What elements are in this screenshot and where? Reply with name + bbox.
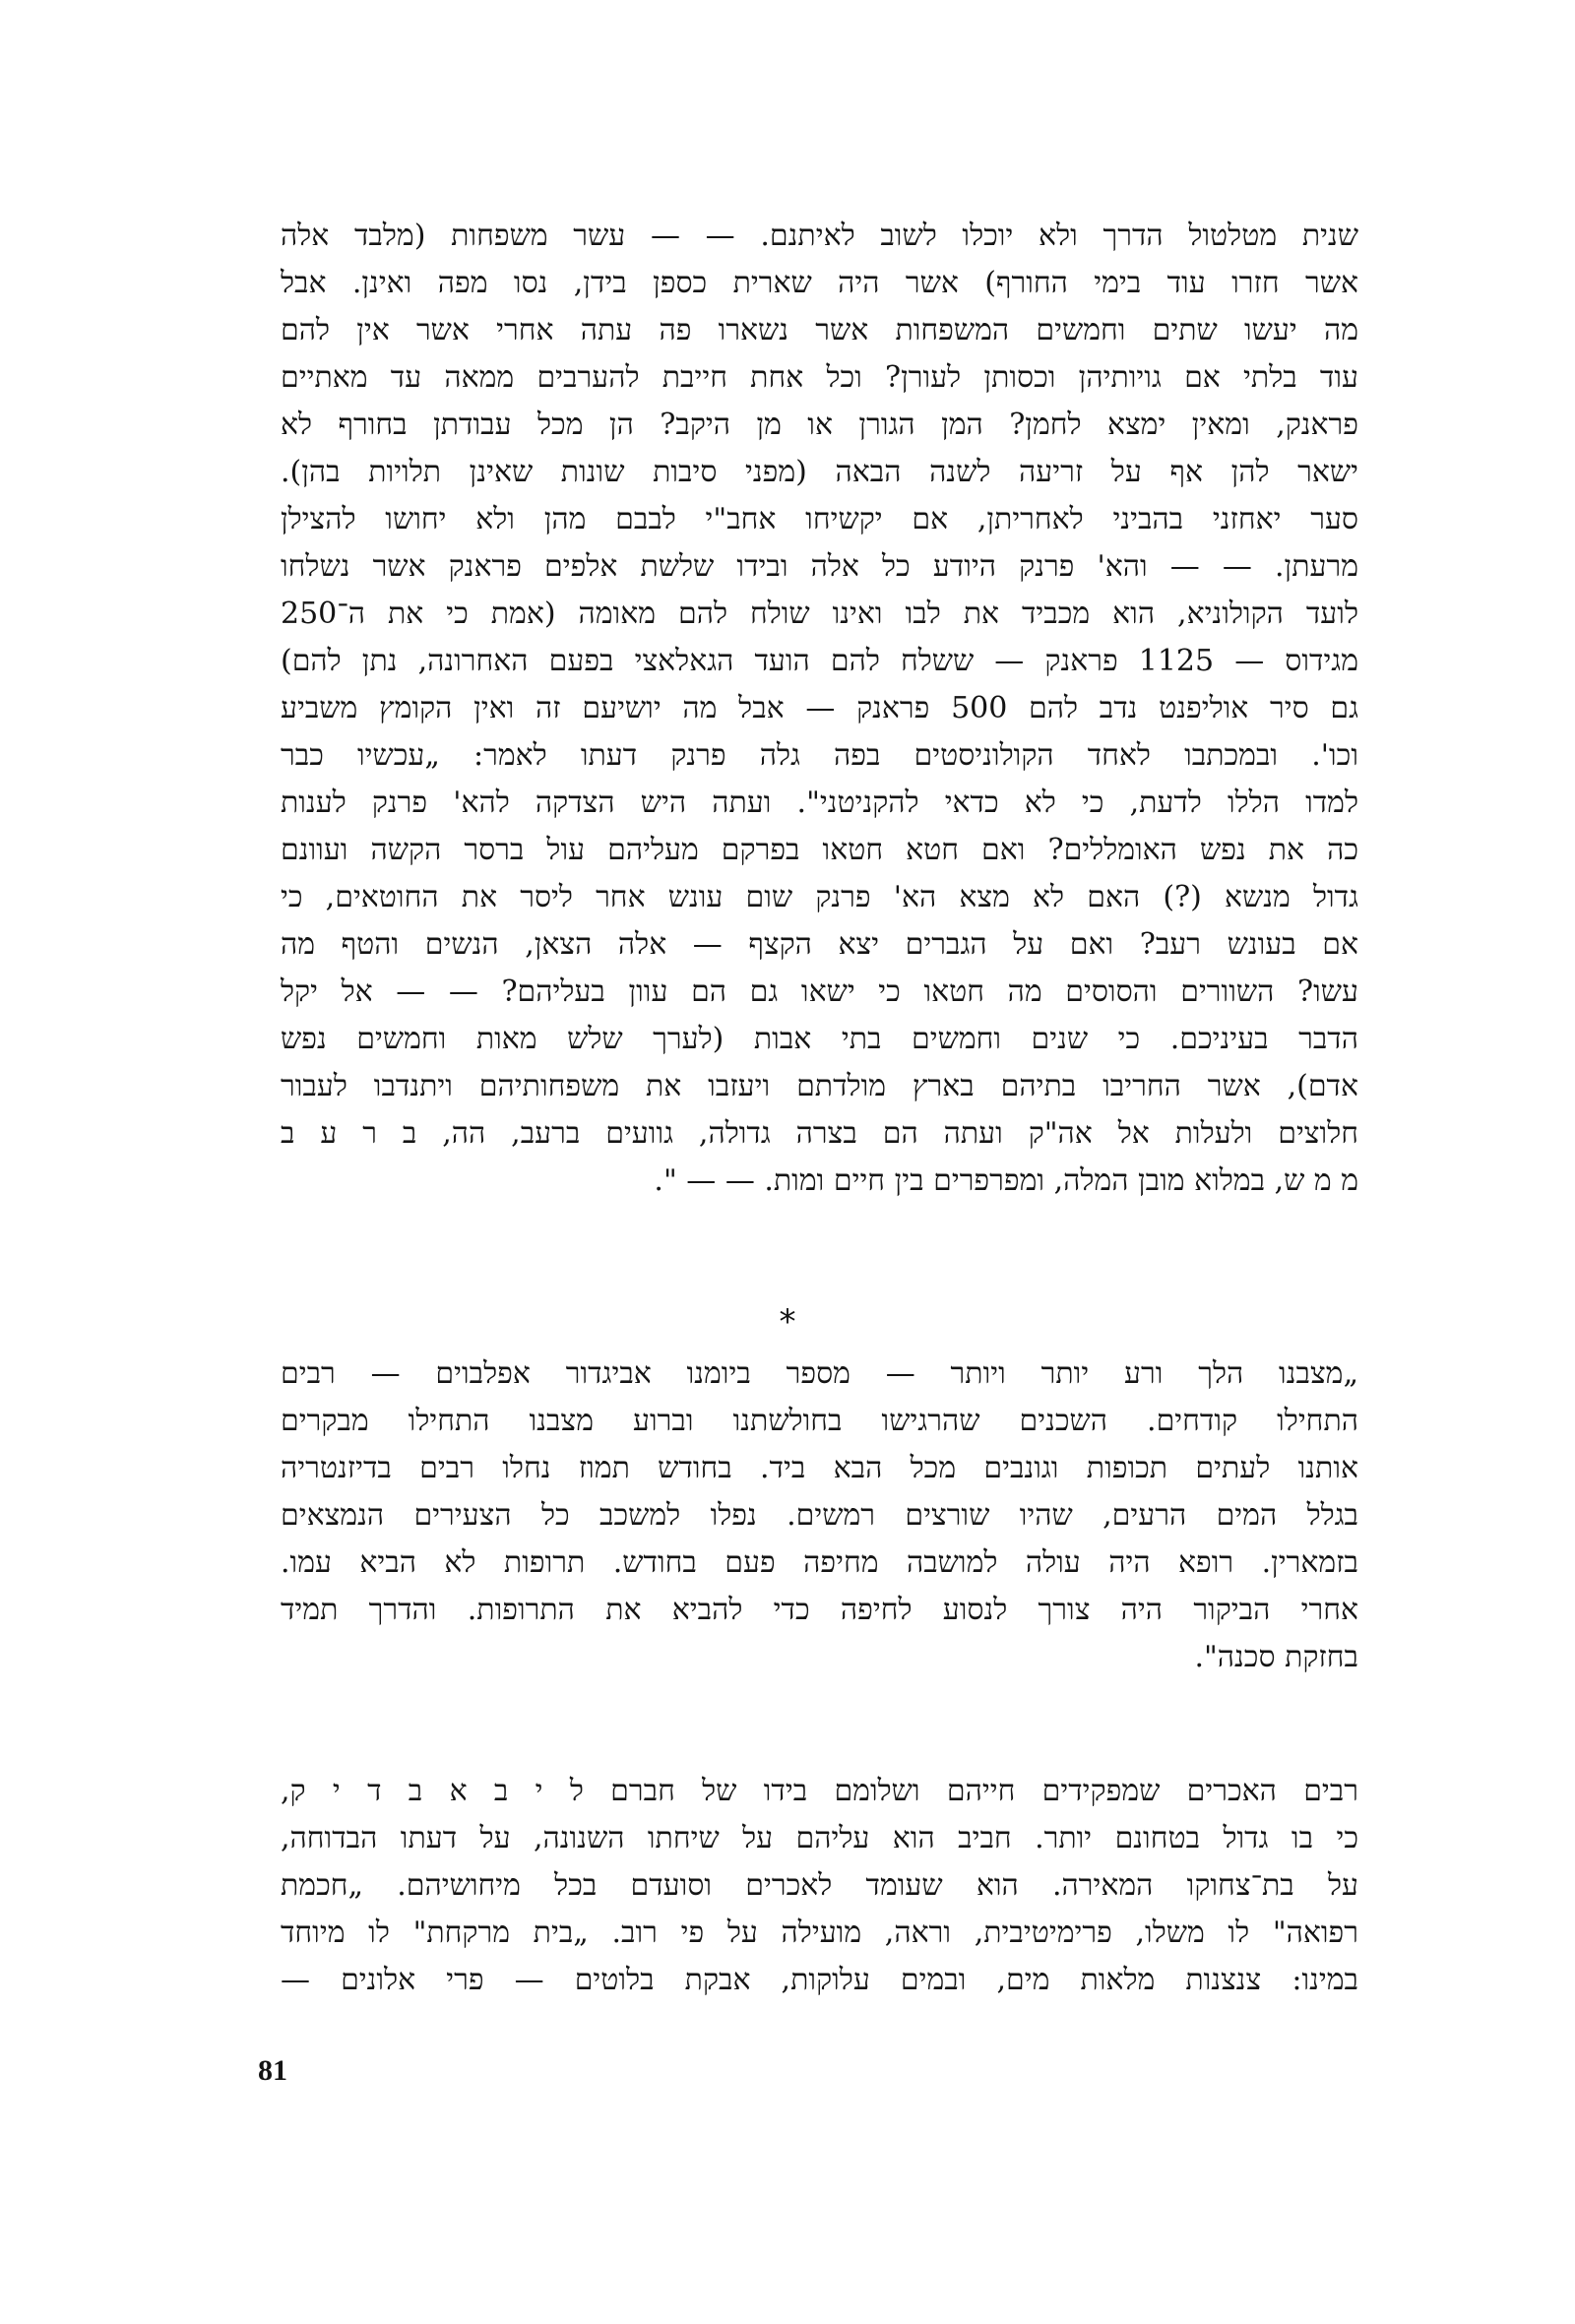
text-line: אותנו לעתים תכופות וגונבים מכל הבא ביד. בחודש תמוז נחלו רבים בדיזנטריה bbox=[281, 1451, 1358, 1485]
text-line: אם בעונש רעב? ואם על הגברים יצא הקצף — אלה הצאן, הנשים והטף מה bbox=[281, 927, 1358, 962]
text-line: „מצבנו הלך ורע יותר ויותר — מספר ביומנו אביגדור אפלבוים — רבים bbox=[281, 1356, 1358, 1391]
text-line: מגידוס — 1125 פראנק — ששלח להם הועד הגאלאצי בפעם האחרונה, נתן להם) bbox=[281, 644, 1358, 678]
text-line: בחזקת סכנה". bbox=[1194, 1640, 1358, 1674]
text-line: ישאר להן אף על זריעה לשנה הבאה (מפני סיבות שונות שאינן תלויות בהן). bbox=[281, 455, 1358, 489]
text-line: גם סיר אוליפנט נדב להם 500 פראנק — אבל מה יושיעם זה ואין הקומץ משביע bbox=[281, 691, 1358, 725]
text-line: לועד הקולוניא, הוא מכביד את לבו ואינו שולח להם מאומה (אמת כי את ה־250 bbox=[281, 597, 1358, 631]
text-line: מרעתן. — — והא' פרנק היודע כל אלה ובידו שלשת אלפים פראנק אשר נשלחו bbox=[281, 549, 1358, 584]
text-line: מה יעשו שתים וחמשים המשפחות אשר נשארו פה עתה אחרי אשר אין להם bbox=[281, 313, 1358, 347]
text-line: למדו הללו לדעת, כי לא כדאי להקניטני". ועתה היש הצדקה להא' פרנק לענות bbox=[281, 785, 1358, 820]
text-line: רפואה" לו משלו, פרימיטיבית, וראה, מועילה על פי רוב. „בית מרקחת" לו מיוחד bbox=[281, 1916, 1358, 1950]
text-line: סער יאחזני בהביני לאחריתן, אם יקשיחו אחב"י לבבם מהן ולא יחושו להצילן bbox=[281, 502, 1358, 536]
text-line: עוד בלתי אם גויותיהן וכסותן לעורן? וכל אחת חייבת להערבים ממאה עד מאתיים bbox=[281, 360, 1358, 395]
text-line: במינו: צנצנות מלאות מים, ובמים עלוקות, אבקת בלוטים — פרי אלונים — bbox=[281, 1963, 1358, 1997]
text-line: בזמארין. רופא היה עולה למושבה מחיפה פעם בחודש. תרופות לא הביא עמו. bbox=[281, 1545, 1358, 1580]
section-separator: * bbox=[779, 1302, 796, 1342]
page-number: 81 bbox=[258, 2054, 287, 2087]
text-line: בגלל המים הרעים, שהיו שורצים רמשים. נפלו למשכב כל הצעירים הנמצאים bbox=[281, 1498, 1358, 1533]
text-line: על בת־צחוקו המאירה. הוא שעומד לאכרים וסועדם בכל מיחושיהם. „חכמת bbox=[281, 1868, 1358, 1903]
paragraph-3 bbox=[281, 1768, 1358, 2004]
text-line: רבים האכרים שמפקידים חייהם ושלומם בידו של חברם ל י ב א ב ד י ק, bbox=[281, 1774, 1358, 1808]
text-line: אחרי הביקור היה צורך לנסוע לחיפה כדי להביא את התרופות. והדרך תמיד bbox=[281, 1593, 1358, 1627]
text-line: גדול מנשא (?) האם לא מצא הא' פרנק שום עונש אחר ליסר את החוטאים, כי bbox=[281, 880, 1358, 914]
text-line: שנית מטלטול הדרך ולא יוכלו לשוב לאיתנם. — — עשר משפחות (מלבד אלה bbox=[281, 219, 1358, 253]
text-line: עשו? השוורים והסוסים מה חטאו כי ישאו גם הם עוון בעליהם? — — אל יקל bbox=[281, 974, 1358, 1009]
text-line: מ מ ש, במלוא מובן המלה, ומפרפרים בין חיים ומות. — — ". bbox=[654, 1163, 1358, 1198]
text-line: כה את נפש האומללים? ואם חטא חטאו בפרקם מעליהם עול ברסר הקשה ועוונם bbox=[281, 833, 1358, 867]
text-line: התחילו קודחים. השכנים שהרגישו בחולשתנו וברוע מצבנו התחילו מבקרים bbox=[281, 1404, 1358, 1438]
text-line: פראנק, ומאין ימצא לחמן? המן הגורן או מן היקב? הן מכל עבודתן בחורף לא bbox=[281, 408, 1358, 442]
text-line: אדם), אשר החריבו בתיהם בארץ מולדתם ויעזבו את משפחותיהם ויתנדבו לעבור bbox=[281, 1069, 1358, 1103]
text-line: חלוצים ולעלות אל אה"ק ועתה הם בצרה גדולה, גוועים ברעב, הה, ב ר ע ב bbox=[281, 1116, 1358, 1151]
text-line: הדבר בעיניכם. כי שנים וחמשים בתי אבות (לערך שלש מאות וחמשים נפש bbox=[281, 1022, 1358, 1056]
text-line: כי בו גדול בטחונם יותר. חביב הוא עליהם על שיחתו השנונה, על דעתו הבדוחה, bbox=[281, 1821, 1358, 1855]
paragraph-2 bbox=[281, 1350, 1358, 1681]
text-line: אשר חזרו עוד בימי החורף) אשר היה שארית כספן בידן, נסו מפה ואינן. אבל bbox=[281, 266, 1358, 300]
paragraph-1 bbox=[281, 213, 1358, 1205]
text-line: וכו'. ובמכתבו לאחד הקולוניסטים בפה גלה פרנק דעתו לאמר: „עכשיו כבר bbox=[281, 738, 1358, 773]
